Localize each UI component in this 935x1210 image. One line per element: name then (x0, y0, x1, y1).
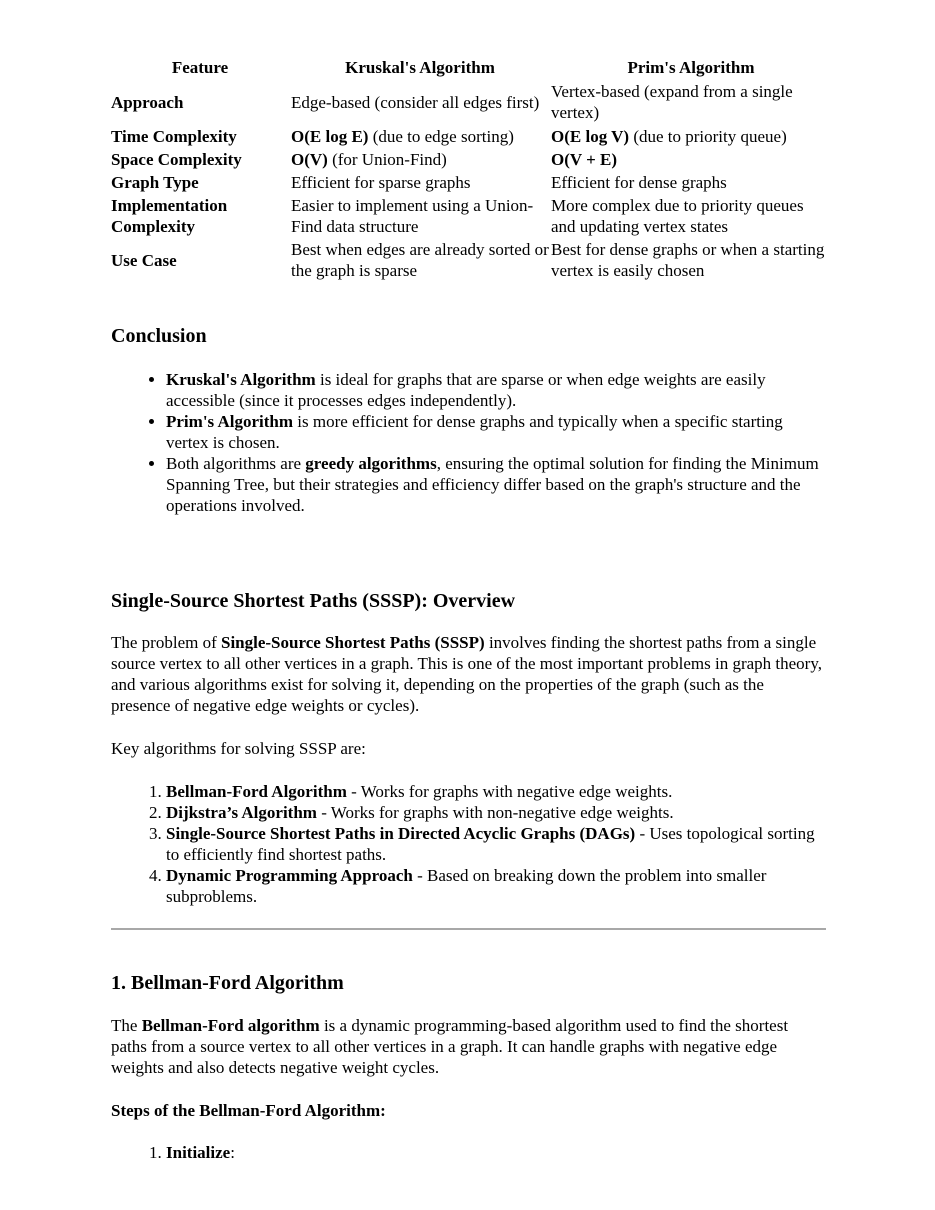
row-feature: Use Case (111, 250, 177, 270)
bellman-description: The Bellman-Ford algorithm is a dynamic programming-based algorithm used to find the shortest paths from a source vertex to all other vertices in a graph. It can handle graphs with negative edge weights and also detects negative weight cycles. (111, 1016, 789, 1077)
list-item: 1. Bellman-Ford Algorithm - Works for graphs with negative edge weights. (166, 781, 826, 802)
row-kruskal: Efficient for sparse graphs (291, 173, 471, 192)
sssp-key-text: Key algorithms for solving SSSP are: (111, 739, 366, 758)
row-feature: Graph Type (111, 173, 199, 192)
table-row (111, 172, 831, 193)
comparison-table (109, 55, 833, 283)
row-feature: Implementation Complexity (111, 196, 228, 236)
document-page (111, 55, 826, 1163)
header-kruskal: Kruskal's Algorithm (345, 58, 495, 77)
row-kruskal: Edge-based (consider all edges first) (291, 92, 540, 112)
list-item: • Kruskal's Algorithm is ideal for graphs that are sparse or when edge weights are easily accessible (since it processes edges independently). (166, 369, 826, 411)
sssp-algorithm-list (111, 781, 826, 907)
table-header-row (111, 57, 831, 78)
row-prim: Vertex-based (expand from a single vertex) (551, 82, 793, 122)
row-feature: Approach (111, 92, 184, 112)
table-row (111, 126, 831, 147)
list-item: 2. Dijkstra’s Algorithm - Works for graphs with non-negative edge weights. (166, 802, 826, 823)
row-prim: Efficient for dense graphs (551, 173, 727, 192)
sssp-heading: Single-Source Shortest Paths (SSSP): Overview (111, 590, 516, 612)
row-prim: More complex due to priority queues and updating vertex states (551, 196, 804, 236)
row-prim: Best for dense graphs or when a starting vertex is easily chosen (551, 240, 825, 280)
list-item: 1. Initialize: (166, 1142, 826, 1163)
conclusion-list (111, 369, 826, 516)
row-kruskal: Easier to implement using a Union-Find data structure (291, 196, 534, 236)
section-divider (111, 928, 826, 930)
list-item: • Both algorithms are greedy algorithms, ensuring the optimal solution for finding the Minimum Spanning Tree, but their strategies and efficiency differ based on the graph's structure and the operations involved. (166, 453, 826, 516)
row-feature: Space Complexity (111, 150, 242, 169)
table-row (111, 239, 831, 281)
row-kruskal: Best when edges are already sorted or the graph is sparse (291, 240, 549, 280)
list-item: • Prim's Algorithm is more efficient for dense graphs and typically when a specific starting vertex is chosen. (166, 411, 826, 453)
header-feature: Feature (171, 58, 229, 77)
bellman-steps-heading: Steps of the Bellman-Ford Algorithm: (111, 1101, 386, 1120)
table-row (111, 195, 831, 237)
row-prim: O(V + E) (551, 150, 618, 169)
row-feature: Time Complexity (111, 127, 237, 146)
bellman-steps-list (111, 1142, 826, 1163)
row-kruskal: O(V) (for Union-Find) (291, 150, 447, 169)
conclusion-heading: Conclusion (111, 325, 207, 347)
list-item: 3. Single-Source Shortest Paths in Directed Acyclic Graphs (DAGs) - Uses topological sorting to efficiently find shortest paths. (166, 823, 826, 865)
row-prim: O(E log V) (due to priority queue) (551, 127, 787, 146)
sssp-intro: The problem of Single-Source Shortest Paths (SSSP) involves finding the shortest paths from a single source vertex to all other vertices in a graph. This is one of the most important problems in graph theory, and various algorithms exist for solving it, depending on the properties of the graph (such as the presence of negative edge weights or cycles). (111, 633, 822, 715)
list-item: 4. Dynamic Programming Approach - Based on breaking down the problem into smaller subproblems. (166, 865, 826, 907)
table-row (111, 80, 831, 124)
header-prim: Prim's Algorithm (627, 58, 755, 77)
row-kruskal: O(E log E) (due to edge sorting) (291, 127, 514, 146)
table-row (111, 149, 831, 170)
bellman-heading: 1. Bellman-Ford Algorithm (111, 972, 344, 994)
